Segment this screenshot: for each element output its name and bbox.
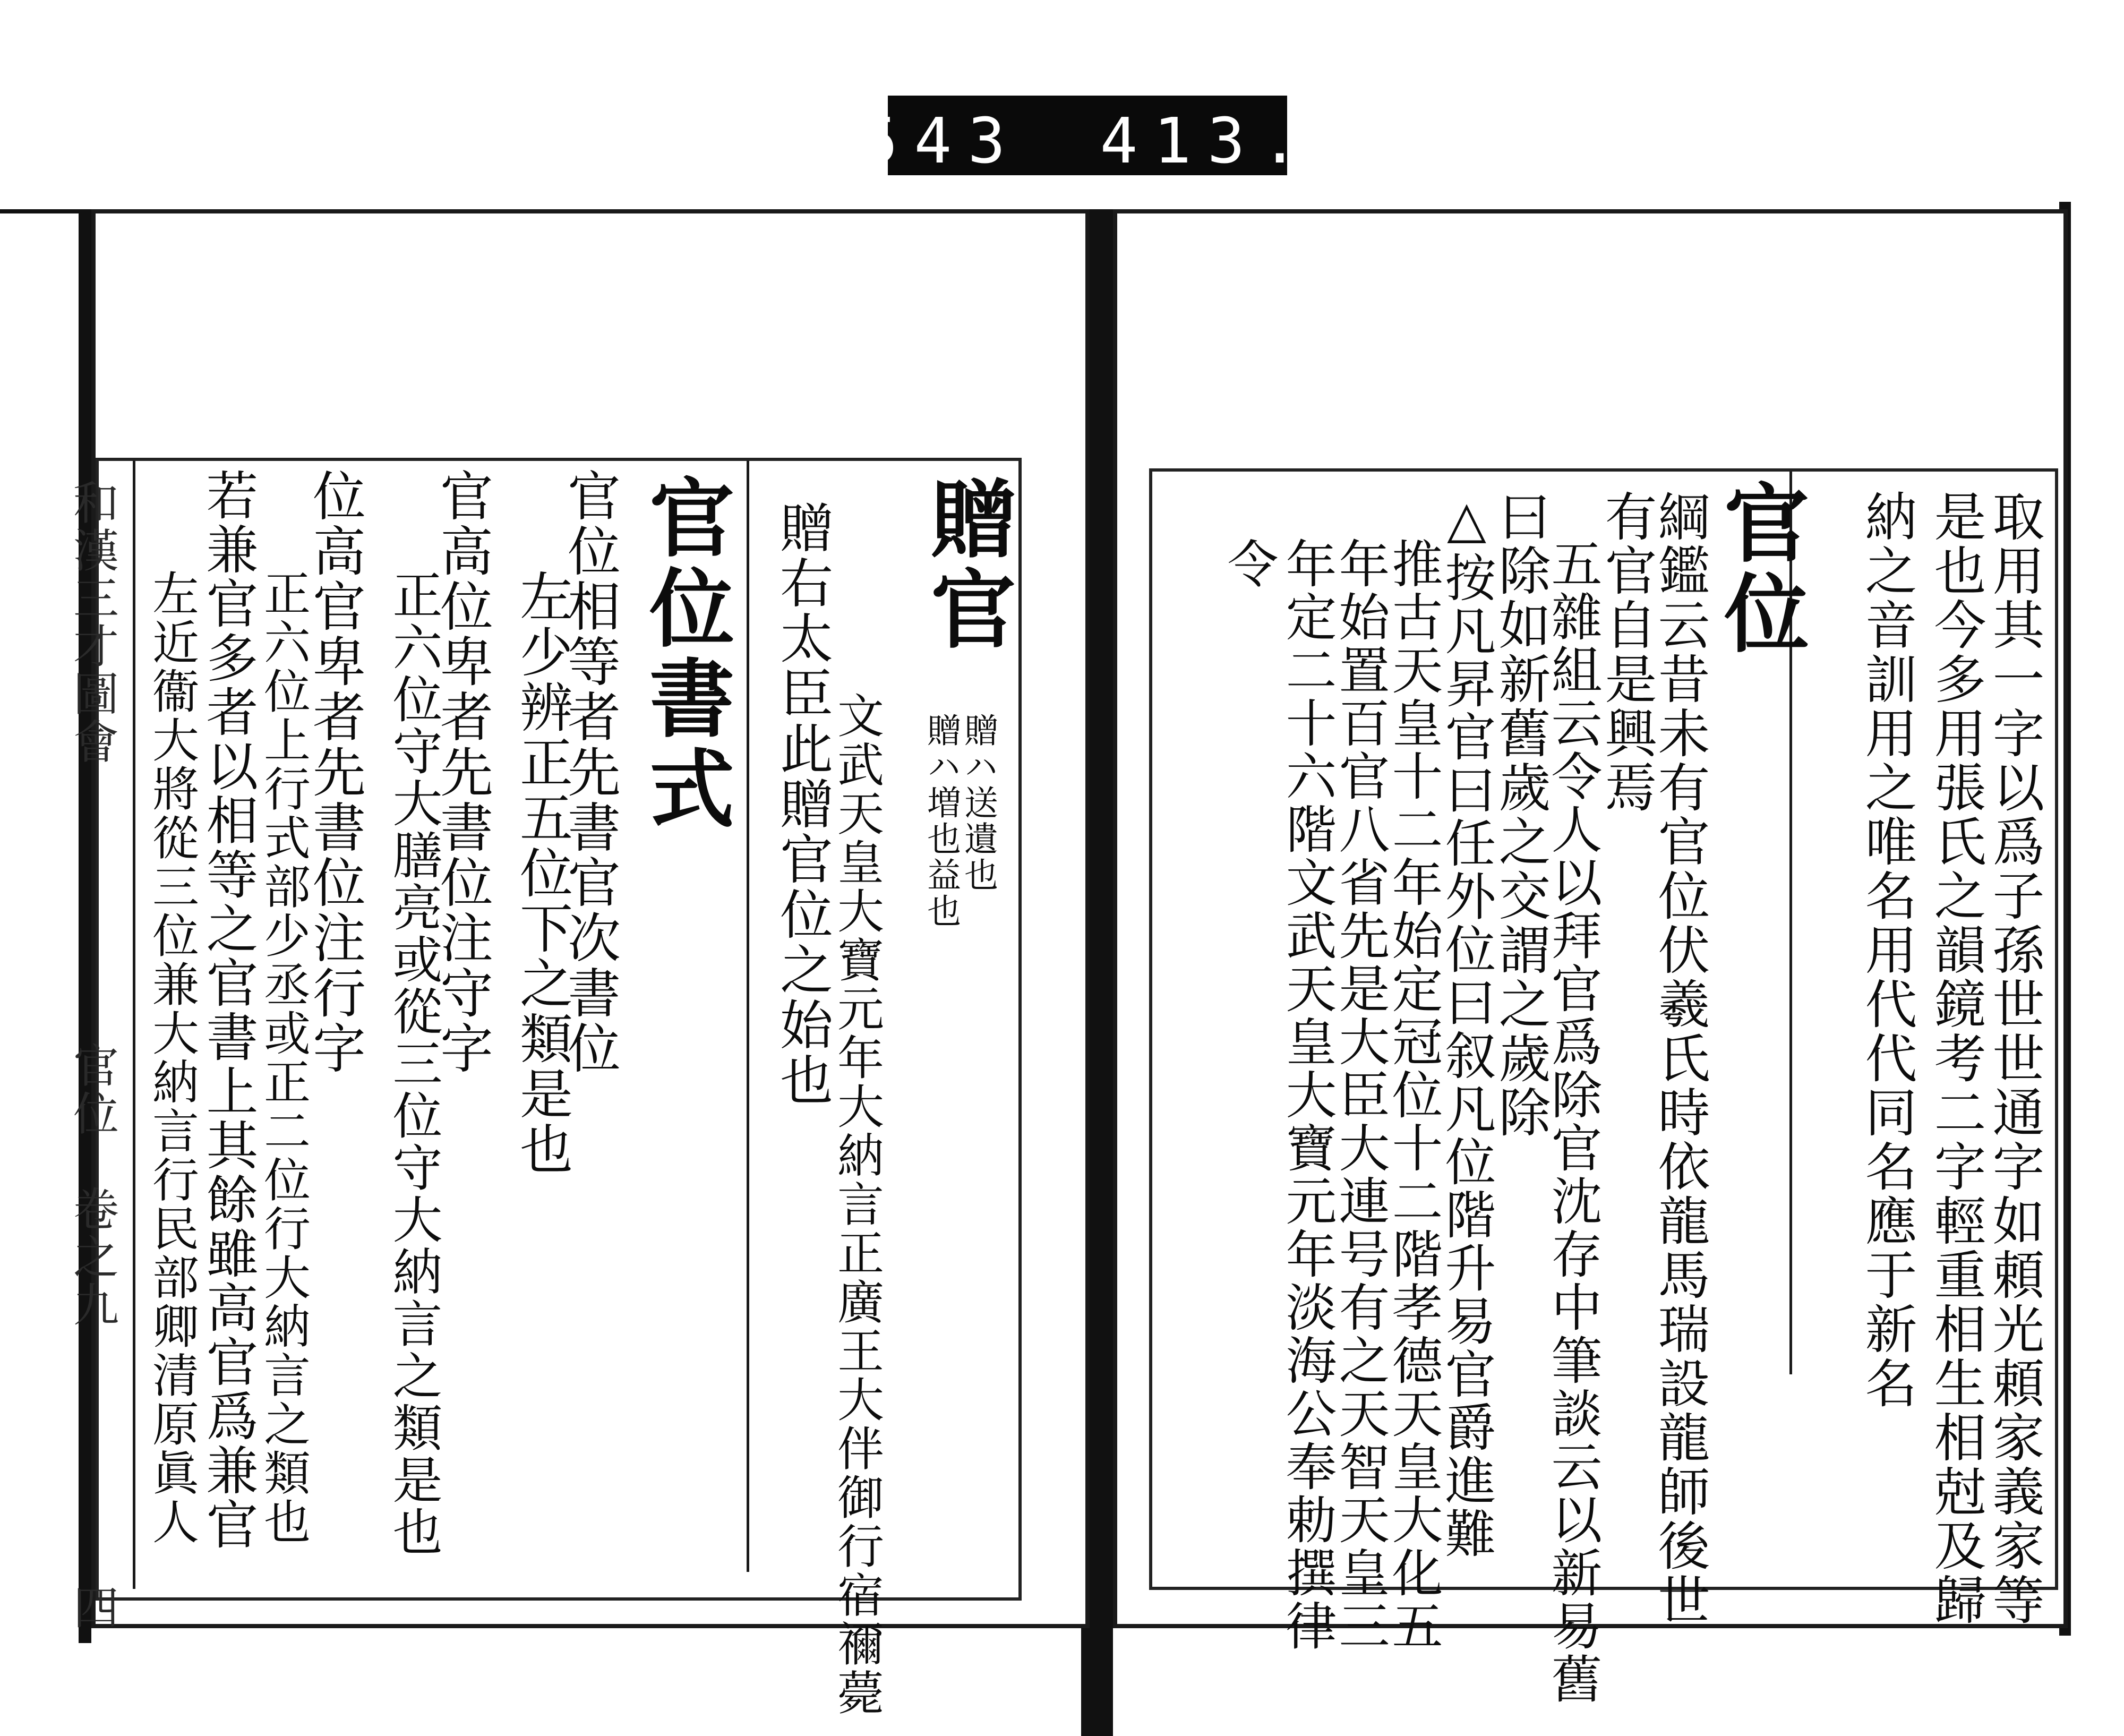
- left-margin-book-title: 和漢三才圖會: [65, 479, 118, 766]
- zousei-heading: 贈官: [917, 475, 1016, 655]
- kakushiki-line-2: 左少辨正五位下之類是也: [511, 569, 573, 1177]
- kakushiki-line-3: 官高位卑者先書位注守字: [431, 468, 493, 1076]
- catalogue-number-text: 543 413.: [860, 104, 1315, 177]
- catalogue-number-label: [860, 96, 1315, 177]
- kakushiki-line-6: 正六位上行式部少丞或正二位行大納言之類也: [256, 569, 311, 1546]
- left-margin-divider: [133, 461, 135, 1589]
- kani-line-7: 年始置百官八省先是大臣大連号有之天智天皇三: [1331, 537, 1390, 1653]
- kakushiki-line-4: 正六位守大膳亮或從三位守大納言之類是也: [384, 569, 442, 1558]
- kakushiki-line-8: 左近衞大將從三位兼大納言行民部卿清原眞人: [145, 569, 200, 1546]
- kani-heading: 官位: [1710, 479, 1810, 660]
- left-page: [65, 209, 1090, 1717]
- right-top-line-1: 取用其一字以爲子孫世世通字如頼光頼家義家等: [1984, 490, 2044, 1627]
- kani-line-9: 令: [1219, 537, 1279, 591]
- kakushiki-line-5: 位高官卑者先書位注行字: [304, 468, 366, 1076]
- book-left-edge: [79, 209, 91, 1643]
- right-top-line-2: 是也今多用張氏之韻鏡考二字輕重相生相尅及歸: [1925, 490, 1986, 1627]
- zousei-text-2: 贈右太臣此贈官位之始也: [771, 500, 833, 1108]
- left-margin-folio: 四: [65, 1584, 118, 1631]
- right-top-line-3: 納之音訓用之唯名用代代同名應于新名: [1856, 490, 1917, 1410]
- left-zousei-divider: [747, 461, 749, 1572]
- kakushiki-line-1: 官位相等者先書官次書位: [559, 468, 621, 1076]
- kani-line-3: 五雜組云令人以拜官爲除官沈存中筆談云以新易舊: [1543, 537, 1603, 1706]
- kani-line-5: △按凡昇官曰任外位曰叙凡位階升易官爵進難: [1437, 490, 1496, 1560]
- kani-line-4: 曰除如新舊歲之交謂之歲除: [1490, 490, 1551, 1140]
- left-margin-section: 官位 卷之九: [65, 1042, 118, 1329]
- zousei-note-2: 贈ハ送遺也: [958, 713, 998, 893]
- kani-line-1: 綱鑑云昔未有官位伏羲氏時依龍馬瑞設龍師後世: [1649, 490, 1710, 1627]
- kani-line-2: 有官自是興焉: [1596, 490, 1657, 815]
- zousei-text-1: 文武天皇大寶元年大納言正廣王大伴御行宿禰薨: [830, 691, 885, 1717]
- kakushiki-heading: 官位書式: [635, 474, 735, 835]
- kani-line-8: 年定二十六階文武天皇大寶元年淡海公奉勅撰律: [1278, 537, 1337, 1653]
- kakushiki-line-7: 若兼官多者以相等之官書上其餘雖高官爲兼官: [198, 468, 258, 1552]
- kani-line-6: 推古天皇十二年始定冠位十二階孝德天皇大化五: [1384, 537, 1443, 1653]
- zousei-note-1: 贈ハ増也益也: [921, 713, 961, 929]
- right-page: [1113, 209, 2068, 1706]
